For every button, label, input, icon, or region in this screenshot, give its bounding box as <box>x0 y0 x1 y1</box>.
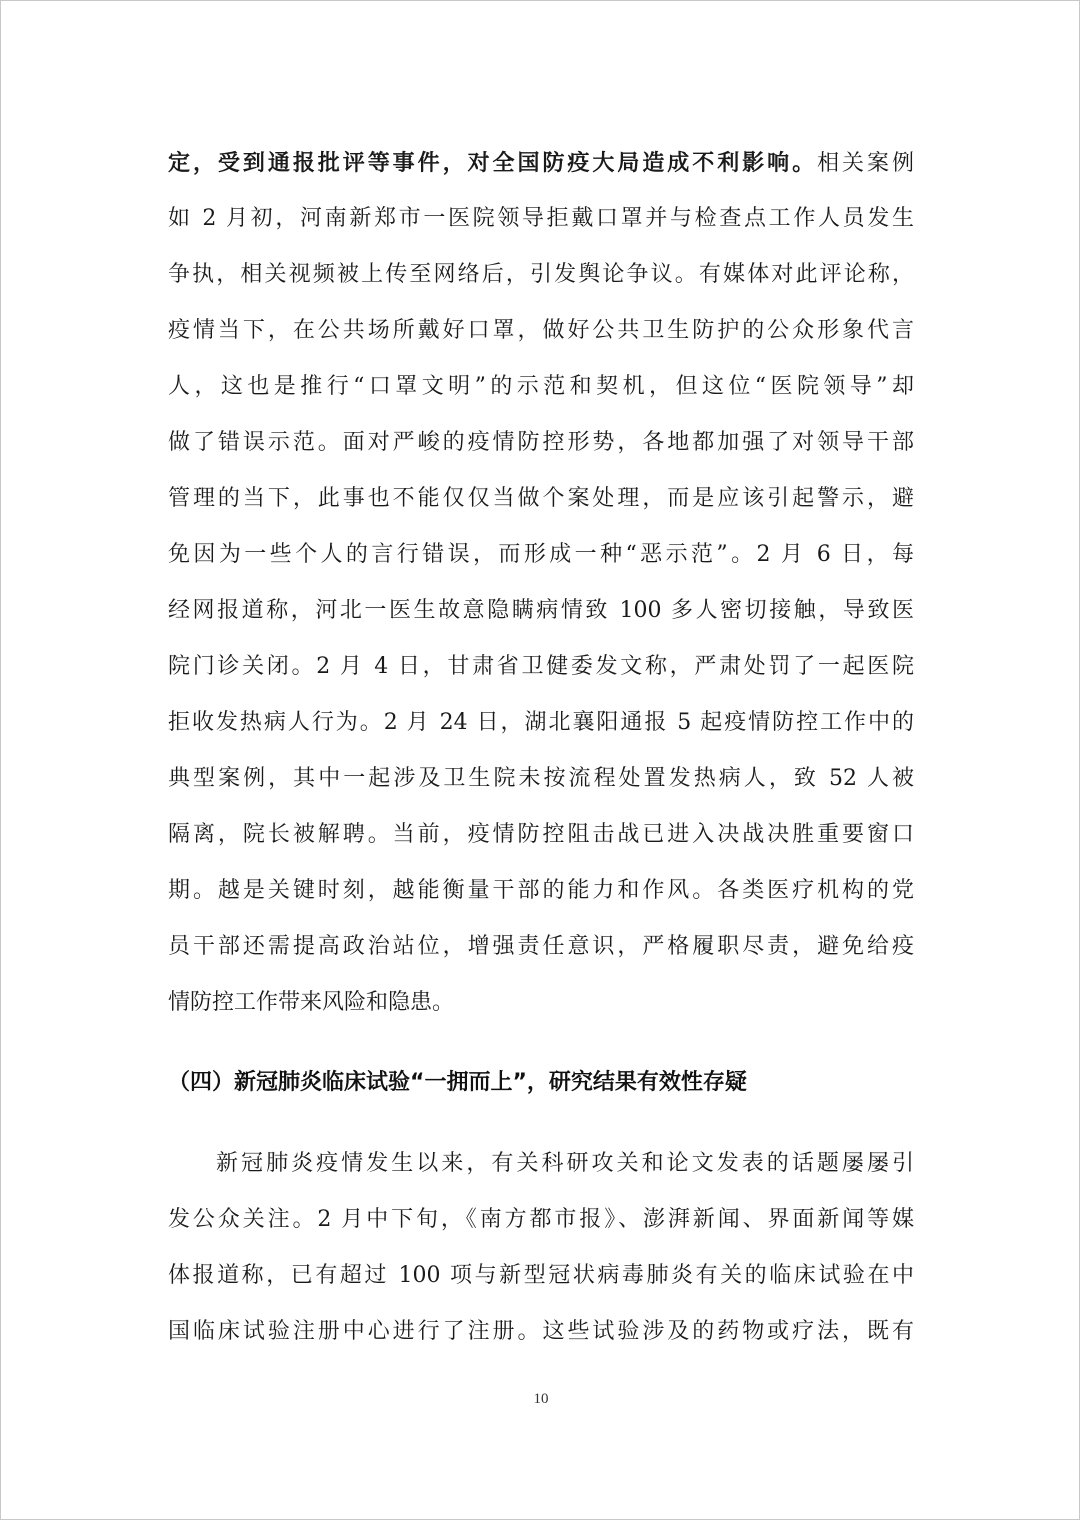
paragraph-line: 如 2 月初，河南新郑市一医院领导拒戴口罩并与检查点工作人员发生 <box>168 206 914 231</box>
paragraph-line: 管理的当下，此事也不能仅仅当做个案处理，而是应该引起警示，避 <box>168 486 914 511</box>
paragraph-line: 员干部还需提高政治站位，增强责任意识，严格履职尽责，避免给疫 <box>168 934 914 959</box>
paragraph-line: 人，这也是推行“口罩文明”的示范和契机，但这位“医院领导”却 <box>168 374 914 399</box>
lead-line-rest: 相关案例 <box>817 151 914 176</box>
page-number: 10 <box>533 1391 549 1407</box>
section-heading: （四）新冠肺炎临床试验“一拥而上”，研究结果有效性存疑 <box>168 1070 747 1095</box>
paragraph-line: 隔离，院长被解聘。当前，疫情防控阻击战已进入决战决胜重要窗口 <box>168 822 914 847</box>
paragraph-line: 疫情当下，在公共场所戴好口罩，做好公共卫生防护的公众形象代言 <box>168 318 914 343</box>
paragraph-line: 典型案例，其中一起涉及卫生院未按流程处置发热病人，致 52 人被 <box>168 766 914 791</box>
paragraph-line: 院门诊关闭。2 月 4 日，甘肃省卫健委发文称，严肃处罚了一起医院 <box>168 654 914 679</box>
paragraph-line: 拒收发热病人行为。2 月 24 日，湖北襄阳通报 5 起疫情防控工作中的 <box>168 710 914 735</box>
paragraph-line: 体报道称，已有超过 100 项与新型冠状病毒肺炎有关的临床试验在中 <box>168 1263 914 1288</box>
paragraph-line: 做了错误示范。面对严峻的疫情防控形势，各地都加强了对领导干部 <box>168 430 914 455</box>
paragraph-line: 免因为一些个人的言行错误，而形成一种“恶示范”。2 月 6 日，每 <box>168 542 914 567</box>
paragraph-line: 经网报道称，河北一医生故意隐瞒病情致 100 多人密切接触，导致医 <box>168 598 914 623</box>
paragraph-line: 国临床试验注册中心进行了注册。这些试验涉及的药物或疗法，既有 <box>168 1319 914 1344</box>
paragraph-line: 发公众关注。2 月中下旬，《南方都市报》、澎湃新闻、界面新闻等媒 <box>168 1207 914 1232</box>
paragraph-line: 期。越是关键时刻，越能衡量干部的能力和作风。各类医疗机构的党 <box>168 878 914 903</box>
paragraph-line: 新冠肺炎疫情发生以来，有关科研攻关和论文发表的话题屡屡引 <box>216 1151 914 1176</box>
paragraph-line <box>168 136 914 190</box>
paragraph-line: 争执，相关视频被上传至网络后，引发舆论争议。有媒体对此评论称， <box>168 262 914 287</box>
bold-lead-text: 定，受到通报批评等事件，对全国防疫大局造成不利影响。 <box>168 150 818 176</box>
paragraph-line: 情防控工作带来风险和隐患。 <box>168 990 455 1015</box>
